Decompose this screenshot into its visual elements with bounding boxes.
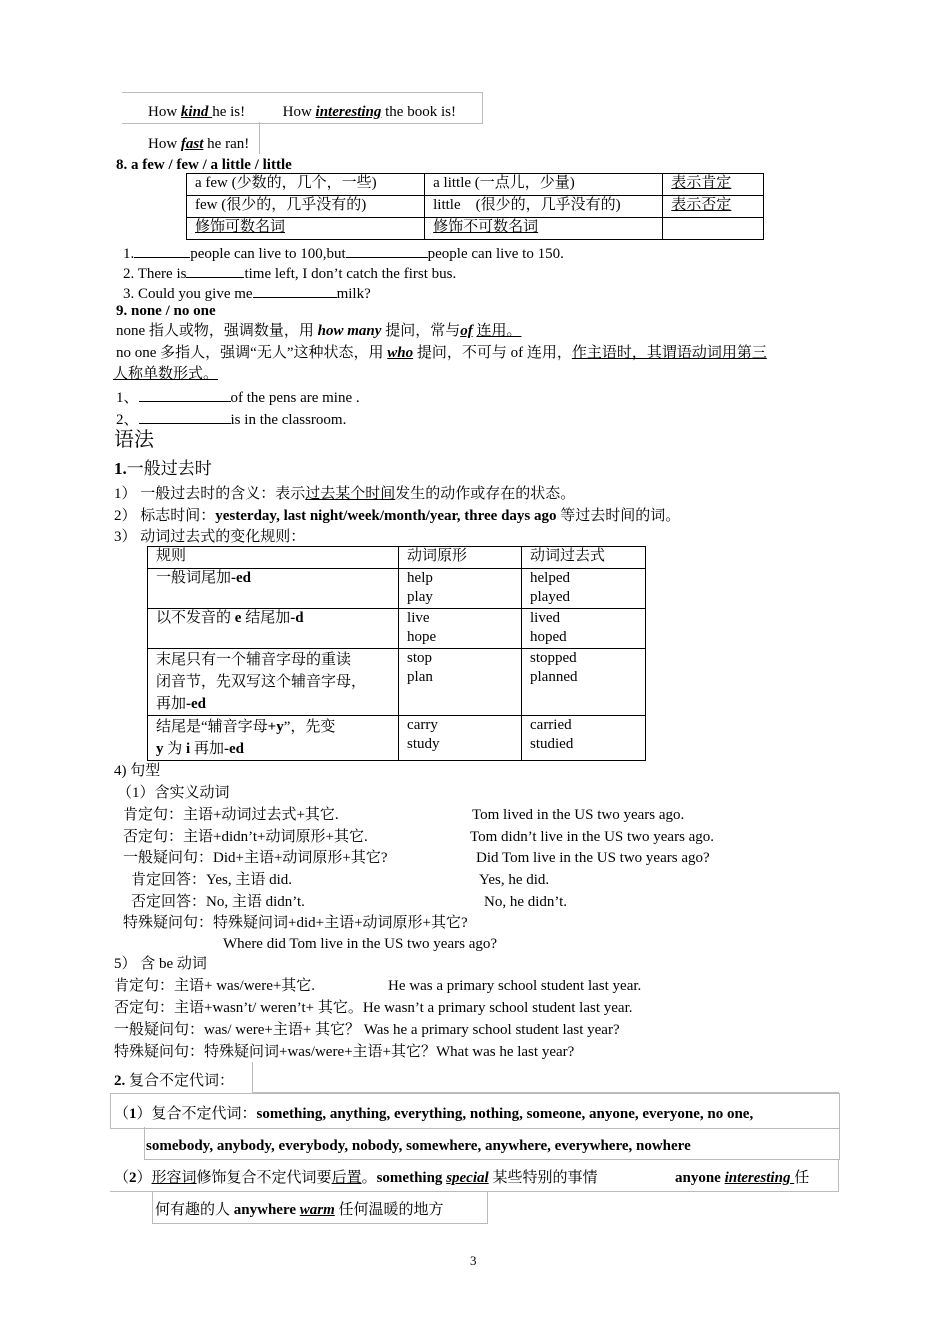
exercise-1: 1. people can live to 100,but people can live to 150.	[123, 243, 564, 264]
cell	[663, 218, 764, 240]
exclamation-line-1: How kind he is! How interesting the book is!	[148, 104, 456, 120]
rule-cell: 一般词尾加-ed	[148, 569, 399, 609]
past-tense-rules-table	[147, 546, 646, 761]
cell: a little (一点儿，少量)	[425, 174, 663, 196]
pronoun-list-line-1: （1）复合不定代词：something, anything, everything, nothing, someone, anyone, everyone, no one,	[114, 1106, 754, 1122]
none-explanation: none 指人或物，强调数量，用 how many 提问，常与of 连用。	[116, 323, 522, 339]
be-verb-title: 5） 含 be 动词	[114, 956, 207, 972]
question-example: Did Tom live in the US two years ago?	[476, 850, 710, 866]
past-cell: stopped planned	[522, 649, 646, 716]
no-one-explanation-cont: 人称单数形式。	[113, 366, 219, 382]
pronoun-box-title	[252, 1062, 839, 1093]
cell: 修饰不可数名词	[425, 218, 663, 240]
yes-answer-example: Yes, he did.	[479, 872, 550, 888]
past-cell: carried studied	[522, 716, 646, 761]
cell: little (很少的，几乎没有的)	[425, 196, 663, 218]
base-cell: stop plan	[399, 649, 522, 716]
sentence-patterns-title: 4) 句型	[114, 763, 161, 779]
wh-question-example: Where did Tom live in the US two years ago?	[223, 936, 498, 952]
no-answer-rule: 否定回答：No, 主语 didn’t.	[131, 894, 305, 910]
none-exercise-1: 1、 of the pens are mine .	[116, 387, 360, 408]
grammar-title: 语法	[114, 429, 154, 451]
exclamation-line-2: How fast he ran!	[148, 136, 250, 152]
cell: few (很少的，几乎没有的)	[187, 196, 425, 218]
grammar-point-3: 3） 动词过去式的变化规则：	[114, 529, 306, 545]
question-rule: 一般疑问句：Did+主语+动词原形+其它?	[123, 850, 388, 866]
cell: 表示否定	[663, 196, 764, 218]
base-cell: carry study	[399, 716, 522, 761]
base-cell: live hope	[399, 609, 522, 649]
base-cell: help play	[399, 569, 522, 609]
affirmative-rule: 肯定句：主语+动词过去式+其它.	[123, 807, 339, 823]
past-cell: lived hoped	[522, 609, 646, 649]
rule-cell: 以不发音的 e 结尾加-d	[148, 609, 399, 649]
past-tense-title: 1.一般过去时	[114, 459, 212, 478]
cell: 修饰可数名词	[187, 218, 425, 240]
header-cell: 动词过去式	[522, 547, 646, 569]
wh-question-rule: 特殊疑问句：特殊疑问词+did+主语+动词原形+其它?	[123, 915, 468, 931]
be-wh-question-rule: 特殊疑问句：特殊疑问词+was/were+主语+其它？What was he last year?	[114, 1044, 575, 1060]
exercise-3: 3. Could you give me milk?	[123, 283, 371, 304]
no-answer-example: No, he didn’t.	[484, 894, 568, 910]
be-affirmative-example: He was a primary school student last year.	[388, 978, 642, 994]
yes-answer-rule: 肯定回答：Yes, 主语 did.	[131, 872, 292, 888]
header-cell: 动词原形	[399, 547, 522, 569]
grammar-point-2: 2） 标志时间：yesterday, last night/week/month/year, three days ago 等过去时间的词。	[114, 508, 681, 524]
page-number: 3	[470, 1253, 477, 1268]
header-cell: 规则	[148, 547, 399, 569]
negative-example: Tom didn’t live in the US two years ago.	[470, 829, 715, 845]
section-8-title: 8. a few / few / a little / little	[116, 157, 292, 173]
no-one-explanation: no one 多指人，强调“无人”这种状态，用 who 提问，不可与 of 连用，作主语时，其谓语动词用第三	[116, 345, 767, 361]
pronoun-list-line-2: somebody, anybody, everybody, nobody, somewhere, anywhere, everywhere, nowhere	[146, 1138, 691, 1154]
affirmative-example: Tom lived in the US two years ago.	[472, 807, 685, 823]
few-little-table	[186, 173, 764, 240]
exercise-2: 2. There is time left, I don’t catch the first bus.	[123, 263, 456, 284]
none-exercise-2: 2、 is in the classroom.	[116, 409, 346, 430]
adjective-rule-example: anyone interesting 任	[675, 1170, 810, 1186]
be-question-rule: 一般疑问句：was/ were+主语+ 其它？ Was he a primary school student last year?	[114, 1022, 620, 1038]
past-cell: helped played	[522, 569, 646, 609]
grammar-point-1: 1） 一般过去时的含义：表示过去某个时间发生的动作或存在的状态。	[114, 486, 576, 502]
negative-rule: 否定句：主语+didn’t+动词原形+其它.	[123, 829, 368, 845]
cell: a few (少数的，几个，一些)	[187, 174, 425, 196]
be-affirmative-rule: 肯定句：主语+ was/were+其它.	[114, 978, 316, 994]
exclamation-box-bottom	[259, 122, 260, 154]
adjective-rule-line-2: 何有趣的人 anywhere warm 任何温暖的地方	[155, 1202, 444, 1218]
cell: 表示肯定	[663, 174, 764, 196]
rule-cell: 末尾只有一个辅音字母的重读 闭音节，先双写这个辅音字母， 再加-ed	[148, 649, 399, 716]
rule-cell: 结尾是“辅音字母+y”，先变 y 为 i 再加-ed	[148, 716, 399, 761]
adjective-rule-line: （2）形容词修饰复合不定代词要后置。something special 某些特别的事情	[114, 1170, 598, 1186]
be-negative-rule: 否定句：主语+wasn’t/ weren’t+ 其它。He wasn’t a primary school student last year.	[114, 1000, 633, 1016]
pronoun-section-title: 2. 复合不定代词：	[114, 1073, 235, 1089]
notional-verb-title: （1）含实义动词	[117, 785, 230, 801]
section-9-title: 9. none / no one	[116, 303, 216, 319]
